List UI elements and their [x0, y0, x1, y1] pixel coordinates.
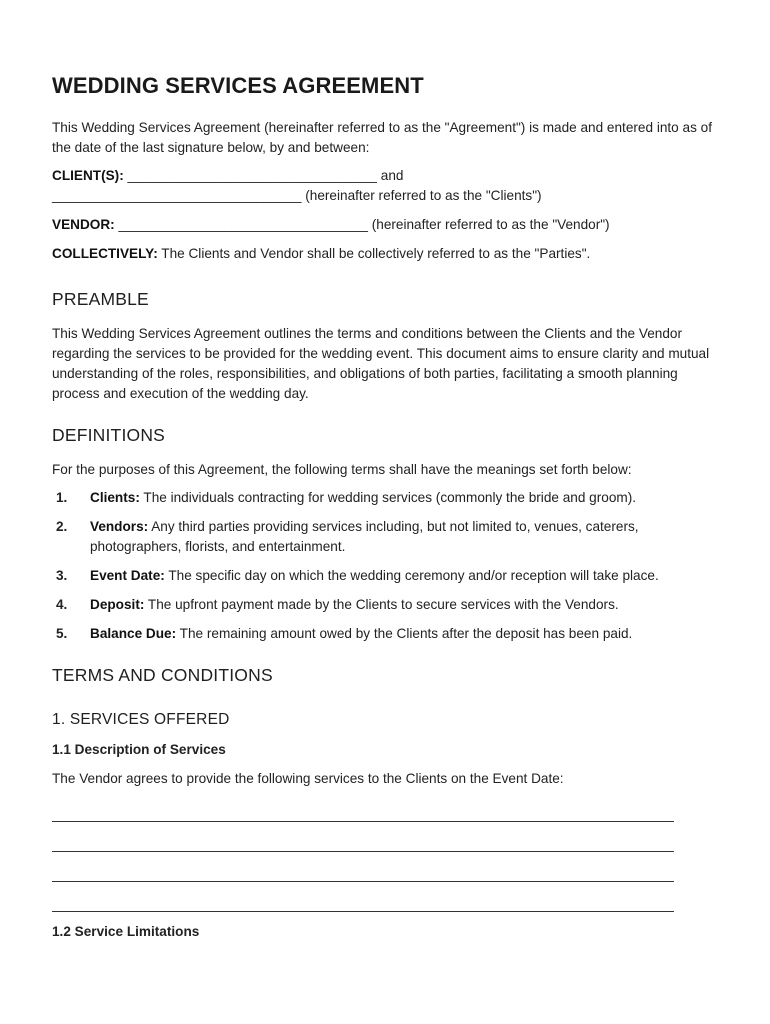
- definition-item: [52, 488, 718, 508]
- definition-number: 2.: [56, 519, 68, 534]
- services-intro: The Vendor agrees to provide the following services to the Clients on the Event Date:: [52, 771, 564, 786]
- services-blank-lines: [52, 801, 718, 912]
- terms-heading: TERMS AND CONDITIONS: [52, 665, 273, 685]
- definition-number: 4.: [56, 597, 68, 612]
- document-title: WEDDING SERVICES AGREEMENT: [52, 73, 424, 98]
- definitions-heading: DEFINITIONS: [52, 425, 166, 445]
- definition-term: Deposit:: [90, 597, 145, 612]
- blank-fill-line[interactable]: [52, 883, 674, 912]
- clients-line-1: _________________________________ and: [123, 168, 404, 183]
- vendor-label: VENDOR:: [52, 217, 115, 232]
- definitions-list: [52, 488, 718, 644]
- blank-fill-line[interactable]: [52, 853, 674, 882]
- vendor-block: [52, 215, 718, 235]
- definition-item: [52, 595, 718, 615]
- definition-term: Clients:: [90, 490, 140, 505]
- definition-term: Vendors:: [90, 519, 149, 534]
- definition-text: The remaining amount owed by the Clients after the deposit has been paid.: [176, 626, 633, 641]
- definition-text: The upfront payment made by the Clients to secure services with the Vendors.: [144, 597, 619, 612]
- service-limitations-heading: 1.2 Service Limitations: [52, 924, 200, 939]
- definitions-intro: For the purposes of this Agreement, the following terms shall have the meanings set forth below:: [52, 462, 632, 477]
- definition-number: 3.: [56, 568, 68, 583]
- blank-fill-line[interactable]: [52, 823, 674, 852]
- definition-number: 1.: [56, 490, 68, 505]
- blank-fill-line[interactable]: [52, 801, 674, 822]
- preamble-heading: PREAMBLE: [52, 289, 149, 309]
- description-of-services-heading: 1.1 Description of Services: [52, 742, 226, 757]
- definition-item: [52, 517, 718, 557]
- definition-term: Balance Due:: [90, 626, 177, 641]
- collectively-label: COLLECTIVELY:: [52, 246, 158, 261]
- definition-item: [52, 624, 718, 644]
- preamble-paragraph: This Wedding Services Agreement outlines the terms and conditions between the Clients and the Vendor regarding the services to be provided for the wedding event. This document aims to ensure clarity and mutual understanding of the roles, responsibilities, and obligations of both parties, facilitating a smooth planning process and execution of the wedding day.: [52, 326, 710, 401]
- clients-block: [52, 166, 718, 206]
- definition-text: The specific day on which the wedding ceremony and/or reception will take place.: [164, 568, 659, 583]
- intro-paragraph: This Wedding Services Agreement (hereinafter referred to as the "Agreement") is made and entered into as of the date of the last signature below, by and between:: [52, 120, 712, 155]
- collectively-block: [52, 244, 718, 264]
- definition-text: The individuals contracting for wedding services (commonly the bride and groom).: [139, 490, 637, 505]
- vendor-text: _________________________________ (hereinafter referred to as the "Vendor"): [114, 217, 610, 232]
- collectively-text: The Clients and Vendor shall be collectively referred to as the "Parties".: [157, 246, 591, 261]
- services-offered-heading: 1. SERVICES OFFERED: [52, 711, 230, 728]
- clients-line-2: _________________________________ (hereinafter referred to as the "Clients"): [52, 188, 542, 203]
- definition-term: Event Date:: [90, 568, 165, 583]
- definition-item: [52, 566, 718, 586]
- definition-text: Any third parties providing services including, but not limited to, venues, caterers, photographers, florists, and entertainment.: [90, 519, 639, 554]
- clients-label: CLIENT(S):: [52, 168, 124, 183]
- definition-number: 5.: [56, 626, 68, 641]
